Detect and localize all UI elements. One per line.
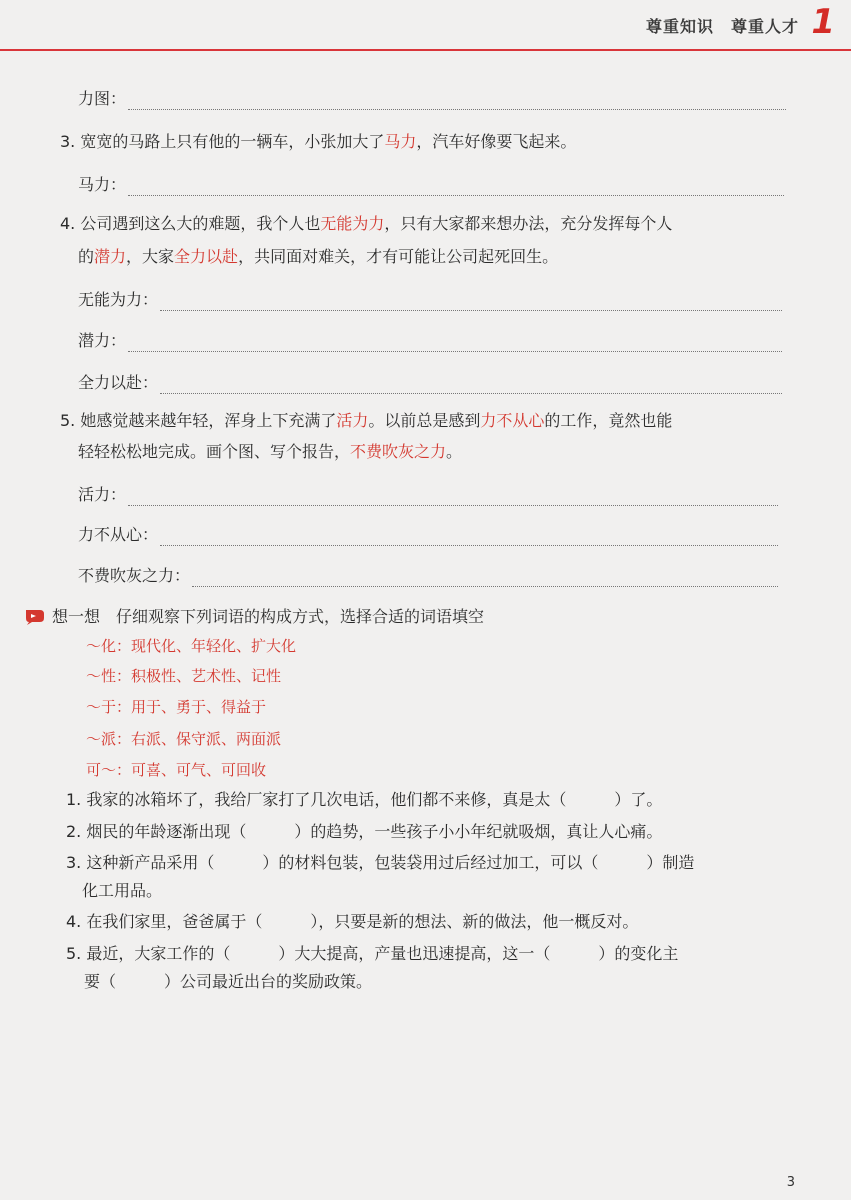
question-5-line-2: 要（ ）公司最近出台的奖励政策。 bbox=[84, 972, 373, 991]
sentence-text: 的工作，竟然也能 bbox=[544, 411, 673, 430]
fill-row-wunengweili[interactable] bbox=[78, 289, 782, 311]
speech-bubble-icon bbox=[24, 608, 46, 626]
fill-label: 潜力： bbox=[78, 331, 127, 350]
chapter-title: 尊重知识 尊重人才 bbox=[645, 17, 799, 36]
sentence-4-line-1 bbox=[60, 213, 672, 235]
fill-row-qianli[interactable] bbox=[78, 330, 782, 352]
sentence-text: 3. 宽宽的马路上只有他的一辆车，小张加大了 bbox=[60, 132, 385, 151]
sentence-5-line-1 bbox=[60, 410, 672, 432]
fill-label: 全力以赴： bbox=[78, 373, 159, 392]
fill-row-huoli[interactable] bbox=[78, 484, 778, 506]
highlight-word: 力不从心 bbox=[480, 411, 545, 430]
fill-label: 无能为力： bbox=[78, 290, 159, 309]
sentence-4-line-2 bbox=[78, 246, 558, 268]
sentence-text: 轻轻松松地完成。画个图、写个报告， bbox=[78, 442, 351, 461]
answer-line[interactable] bbox=[160, 377, 782, 394]
sentence-text: 4. 公司遇到这么大的难题，我个人也 bbox=[60, 214, 321, 233]
fill-label: 马力： bbox=[78, 175, 127, 194]
highlight-word: 全力以赴 bbox=[174, 247, 239, 266]
question-2: 2. 烟民的年龄逐渐出现（ ）的趋势，一些孩子小小年纪就吸烟，真让人心痛。 bbox=[66, 822, 663, 841]
question-3-line-2: 化工用品。 bbox=[82, 881, 163, 900]
example-pai: ～派：右派、保守派、两面派 bbox=[86, 730, 282, 748]
question-3-line-1: 3. 这种新产品采用（ ）的材料包装，包装袋用过后经过加工，可以（ ）制造 bbox=[66, 853, 695, 872]
example-xing: ～性：积极性、艺术性、记性 bbox=[86, 667, 282, 685]
sentence-text: ，大家 bbox=[126, 247, 175, 266]
highlight-word: 潜力 bbox=[94, 247, 127, 266]
section-heading bbox=[24, 606, 484, 628]
highlight-word: 活力 bbox=[336, 411, 369, 430]
fill-row-bufeichuihui[interactable] bbox=[78, 565, 778, 587]
fill-row-mali[interactable] bbox=[78, 174, 784, 196]
sentence-text: 的 bbox=[78, 247, 95, 266]
question-5-line-1: 5. 最近，大家工作的（ ）大大提高，产量也迅速提高，这一（ ）的变化主 bbox=[66, 944, 679, 963]
section-label: 想一想 bbox=[52, 607, 101, 626]
sentence-text: 。以前总是感到 bbox=[368, 411, 481, 430]
fill-row-litu[interactable] bbox=[78, 88, 786, 110]
example-yu: ～于：用于、勇于、得益于 bbox=[86, 698, 267, 716]
answer-line[interactable] bbox=[128, 179, 784, 196]
highlight-word: 马力 bbox=[384, 132, 417, 151]
page-header bbox=[0, 0, 851, 50]
highlight-word: 不费吹灰之力 bbox=[350, 442, 447, 461]
example-hua: ～化：现代化、年轻化、扩大化 bbox=[86, 637, 297, 655]
sentence-5-line-2 bbox=[78, 441, 462, 463]
answer-line[interactable] bbox=[128, 93, 786, 110]
sentence-text: 。 bbox=[446, 442, 463, 461]
answer-line[interactable] bbox=[128, 489, 778, 506]
answer-line[interactable] bbox=[192, 570, 778, 587]
section-instruction: 仔细观察下列词语的构成方式，选择合适的词语填空 bbox=[116, 607, 485, 626]
highlight-word: 无能为力 bbox=[320, 214, 385, 233]
page-number: 3 bbox=[786, 1175, 795, 1190]
fill-label: 力图： bbox=[78, 89, 127, 108]
fill-label: 力不从心： bbox=[78, 525, 159, 544]
fill-row-libucongxin[interactable] bbox=[78, 524, 778, 546]
sentence-text: ，汽车好像要飞起来。 bbox=[416, 132, 577, 151]
header-rule bbox=[0, 49, 851, 51]
question-1: 1. 我家的冰箱坏了，我给厂家打了几次电话，他们都不来修，真是太（ ）了。 bbox=[66, 790, 663, 809]
sentence-3 bbox=[60, 131, 576, 153]
fill-label: 不费吹灰之力： bbox=[78, 566, 191, 585]
example-ke: 可～：可喜、可气、可回收 bbox=[86, 761, 267, 779]
chapter-number: 1 bbox=[811, 2, 835, 42]
answer-line[interactable] bbox=[160, 294, 782, 311]
answer-line[interactable] bbox=[128, 335, 782, 352]
fill-label: 活力： bbox=[78, 485, 127, 504]
fill-row-quanliyifu[interactable] bbox=[78, 372, 782, 394]
sentence-text: ，只有大家都来想办法，充分发挥每个人 bbox=[384, 214, 673, 233]
sentence-text: ，共同面对难关，才有可能让公司起死回生。 bbox=[238, 247, 559, 266]
question-4: 4. 在我们家里，爸爸属于（ ），只要是新的想法、新的做法，他一概反对。 bbox=[66, 912, 639, 931]
answer-line[interactable] bbox=[160, 529, 778, 546]
sentence-text: 5. 她感觉越来越年轻，浑身上下充满了 bbox=[60, 411, 337, 430]
